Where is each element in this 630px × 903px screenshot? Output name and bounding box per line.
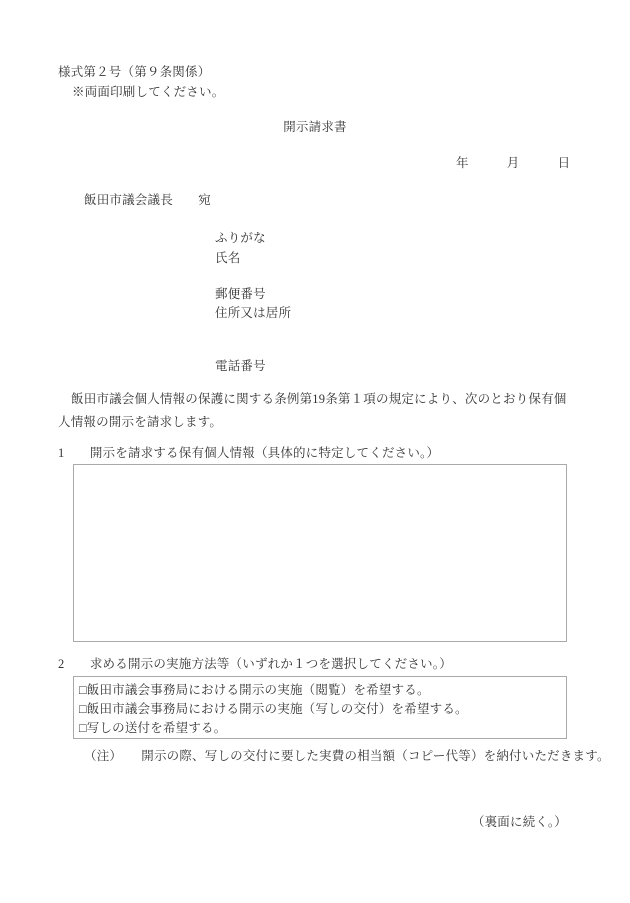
disclosure-option-inspection[interactable]: □飯田市議会事務局における開示の実施（閲覧）を希望する。 <box>79 683 430 697</box>
print-instruction-note: ※両面印刷してください。 <box>72 85 225 99</box>
address-field-label: 住所又は居所 <box>215 306 292 320</box>
disclosure-option-copy-delivery[interactable]: □飯田市議会事務局における開示の実施（写しの交付）を希望する。 <box>79 702 468 716</box>
furigana-field-label: ふりがな <box>215 231 266 245</box>
section-1-heading: 1 開示を請求する保有個人情報（具体的に特定してください。） <box>58 446 440 460</box>
addressee-line: 飯田市議会議長 宛 <box>84 193 212 207</box>
requested-information-input[interactable] <box>73 464 567 642</box>
form-code-label: 様式第２号（第９条関係） <box>58 65 211 79</box>
name-field-label: 氏名 <box>215 251 241 265</box>
disclosure-option-copy-mailing[interactable]: □写しの送付を希望する。 <box>79 721 227 735</box>
intro-paragraph: 飯田市議会個人情報の保護に関する条例第19条第１項の規定により、次のとおり保有個人情報の開示を請求します。 <box>58 392 567 429</box>
section-2-heading: 2 求める開示の実施方法等（いずれか１つを選択してください。） <box>58 657 452 671</box>
disclosure-method-options-group <box>73 676 567 739</box>
page-title: 開示請求書 <box>283 120 347 134</box>
postal-code-field-label: 郵便番号 <box>215 287 266 301</box>
phone-field-label: 電話番号 <box>215 359 266 373</box>
fee-note: （注） 開示の際、写しの交付に要した実費の相当額（コピー代等）を納付いただきます。 <box>84 749 610 763</box>
continued-on-back-note: （裏面に続く。） <box>471 815 567 829</box>
date-line: 年 月 日 <box>456 156 571 170</box>
